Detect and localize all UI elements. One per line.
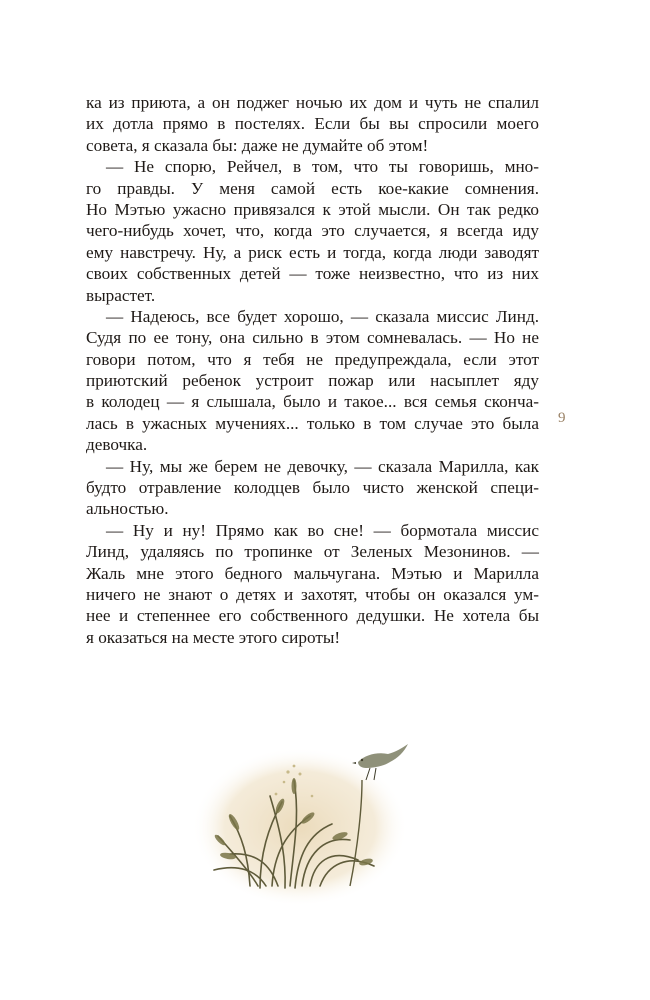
- text-line: Судя по ее тону, она сильно в этом сомневалась. — Но не: [86, 328, 539, 348]
- text-line: Линд, удаляясь по тропинке от Зеленых Мезонинов. —: [86, 542, 539, 562]
- text-line: Но Мэтью ужасно привязался к этой мысли. Он так редко: [86, 199, 539, 219]
- text-line: — Надеюсь, все будет хорошо, — сказала миссис Линд.: [106, 306, 539, 326]
- text-line: говори потом, что я тебя не предупреждала, если этот: [86, 349, 539, 369]
- text-line: девочка.: [86, 435, 148, 455]
- text-line: будто отравление колодцев было чисто женской специ-: [86, 478, 539, 498]
- text-line: — Не спорю, Рейчел, в том, что ты говоришь, мно-: [106, 157, 539, 177]
- text-line: приютский ребенок устроит пожар или насыплет яду: [86, 371, 539, 391]
- text-line: чего-нибудь хочет, что, когда это случается, я всегда иду: [86, 221, 539, 241]
- text-line: Жаль мне этого бедного мальчугана. Мэтью и Марилла: [86, 563, 539, 583]
- text-line: го правды. У меня самой есть кое-какие сомнения.: [86, 178, 539, 198]
- text-line: совета, я сказала бы: даже не думайте об этом!: [86, 135, 429, 155]
- page-number: 9: [558, 410, 566, 426]
- text-line: ничего не знают о детях и захотят, чтобы он оказался ум-: [86, 584, 539, 604]
- text-line: — Ну и ну! Прямо как во сне! — бормотала миссис: [106, 520, 539, 540]
- text-line: их дотла прямо в постелях. Если бы вы спросили моего: [86, 114, 539, 134]
- text-line: нее и степеннее его собственного дедушки. Не хотела бы: [86, 606, 539, 626]
- grass-bird-illustration: [190, 736, 412, 906]
- text-line: вырастет.: [86, 285, 156, 305]
- text-line: в колодец — я слышала, было и такое... вся семья скончa-: [86, 392, 539, 412]
- body-text: [86, 92, 539, 648]
- text-line: — Ну, мы же берем не девочку, — сказала Марилла, как: [106, 456, 539, 476]
- text-line: своих собственных детей — тоже неизвестно, что из них: [86, 264, 539, 284]
- text-line: ка из приюта, а он поджег ночью их дом и чуть не спалил: [86, 93, 539, 112]
- text-line: лась в ужасных мучениях... только в том случае это была: [86, 413, 539, 433]
- text-line: ему навстречу. Ну, а риск есть и тогда, когда люди заводят: [86, 242, 539, 262]
- text-line: я оказаться на месте этого сироты!: [86, 627, 341, 647]
- text-line: альностью.: [86, 499, 169, 519]
